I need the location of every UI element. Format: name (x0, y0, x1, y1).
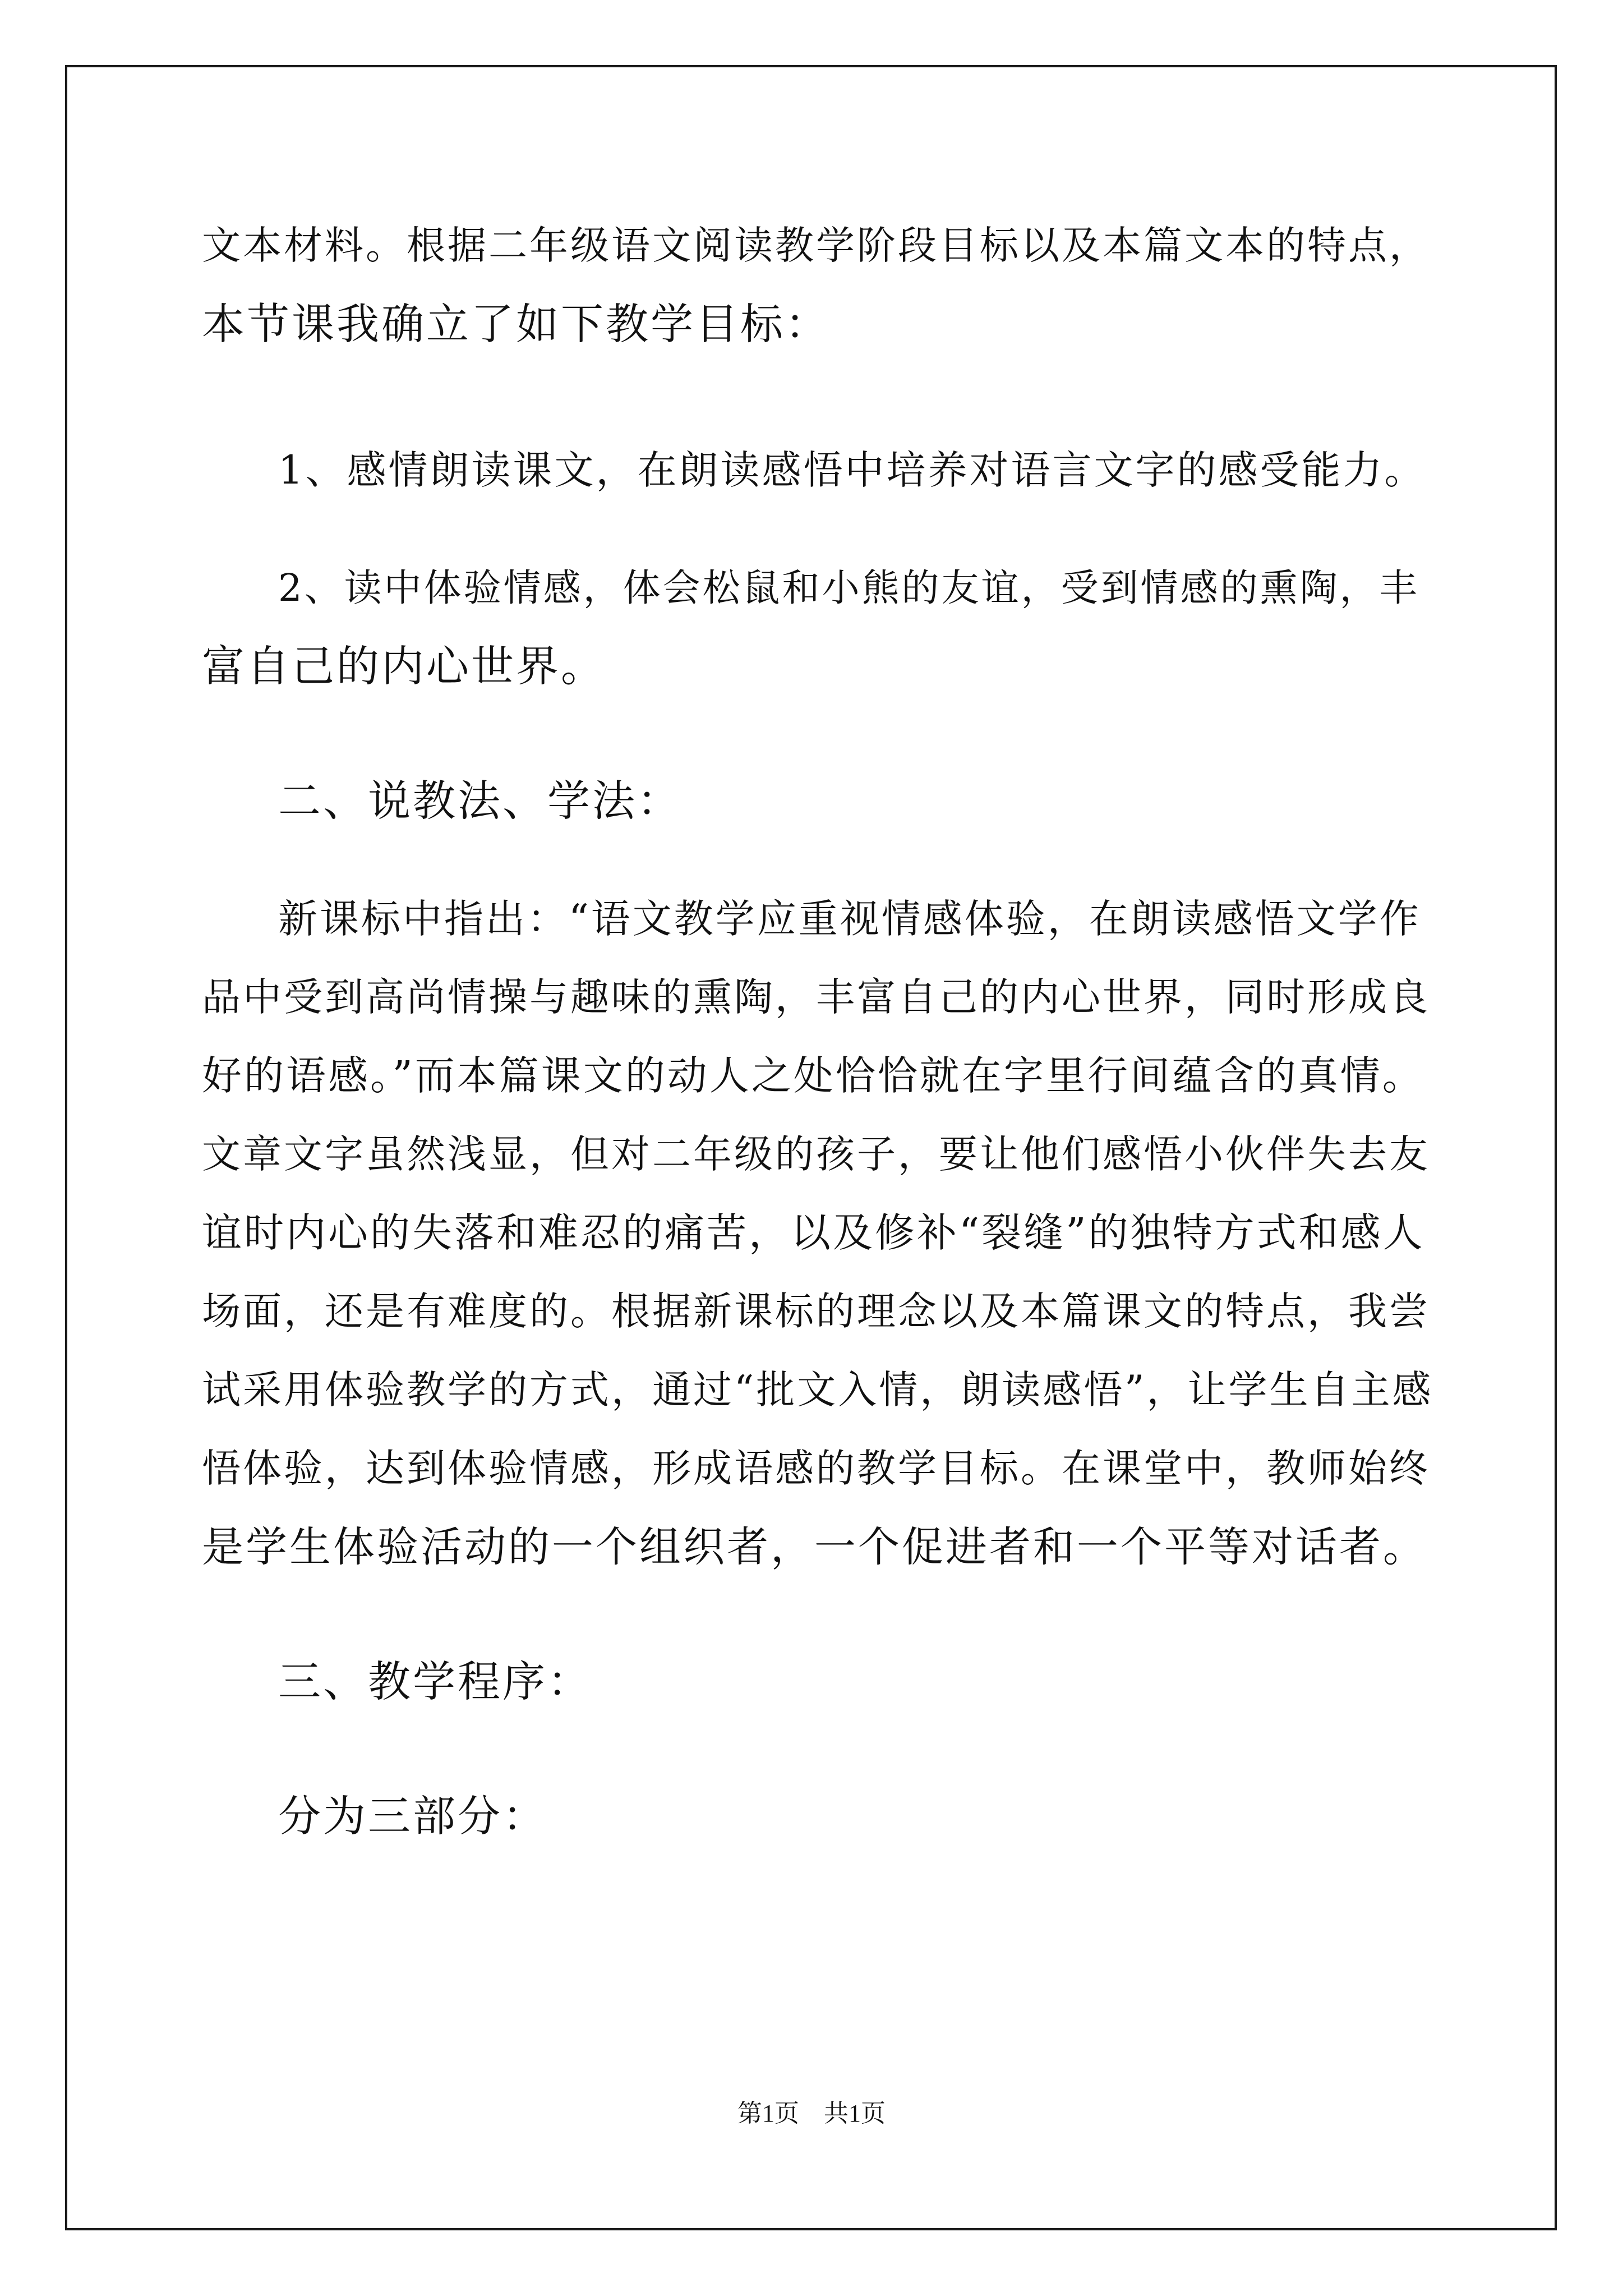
paragraph-line: 富自己的内心世界。 (202, 641, 606, 691)
paragraph-line: 文本材料。根据二年级语文阅读教学阶段目标以及本篇文本的特点， (202, 223, 1430, 268)
paragraph-line: 新课标中指出：“语文教学应重视情感体验，在朗读感悟文学作 (278, 896, 1421, 942)
paragraph-line: 2、读中体验情感，体会松鼠和小熊的友谊，受到情感的熏陶，丰 (278, 566, 1419, 610)
paragraph-line: 好的语感。”而本篇课文的动人之处恰恰就在字里行间蕴含的真情。 (202, 1052, 1424, 1099)
paragraph-line: 分为三部分： (278, 1791, 547, 1841)
page-number-label: 第1页 共1页 (737, 2100, 886, 2127)
page-footer (0, 2098, 1623, 2129)
paragraph-line: 场面，还是有难度的。根据新课标的理念以及本篇课文的特点，我尝 (202, 1289, 1430, 1334)
paragraph-line: 谊时内心的失落和难忍的痛苦，以及修补“裂缝”的独特方式和感人 (202, 1209, 1425, 1256)
paragraph-line: 品中受到高尚情操与趣味的熏陶，丰富自己的内心世界，同时形成良 (202, 975, 1430, 1020)
paragraph-line: 二、说教法、学法： (278, 776, 682, 826)
paragraph-line: 文章文字虽然浅显，但对二年级的孩子，要让他们感悟小伙伴失去友 (202, 1132, 1430, 1177)
paragraph-line: 本节课我确立了如下教学目标： (202, 299, 830, 349)
paragraph-line: 1、感情朗读课文，在朗读感悟中培养对语言文字的感受能力。 (278, 447, 1426, 493)
paragraph-line: 悟体验，达到体验情感，形成语感的教学目标。在课堂中，教师始终 (202, 1446, 1430, 1491)
paragraph-line: 试采用体验教学的方式，通过“批文入情，朗读感悟”，让学生自主感 (202, 1368, 1433, 1412)
paragraph-line: 三、教学程序： (278, 1657, 592, 1706)
paragraph-line: 是学生体验活动的一个组织者，一个促进者和一个平等对话者。 (202, 1523, 1427, 1571)
